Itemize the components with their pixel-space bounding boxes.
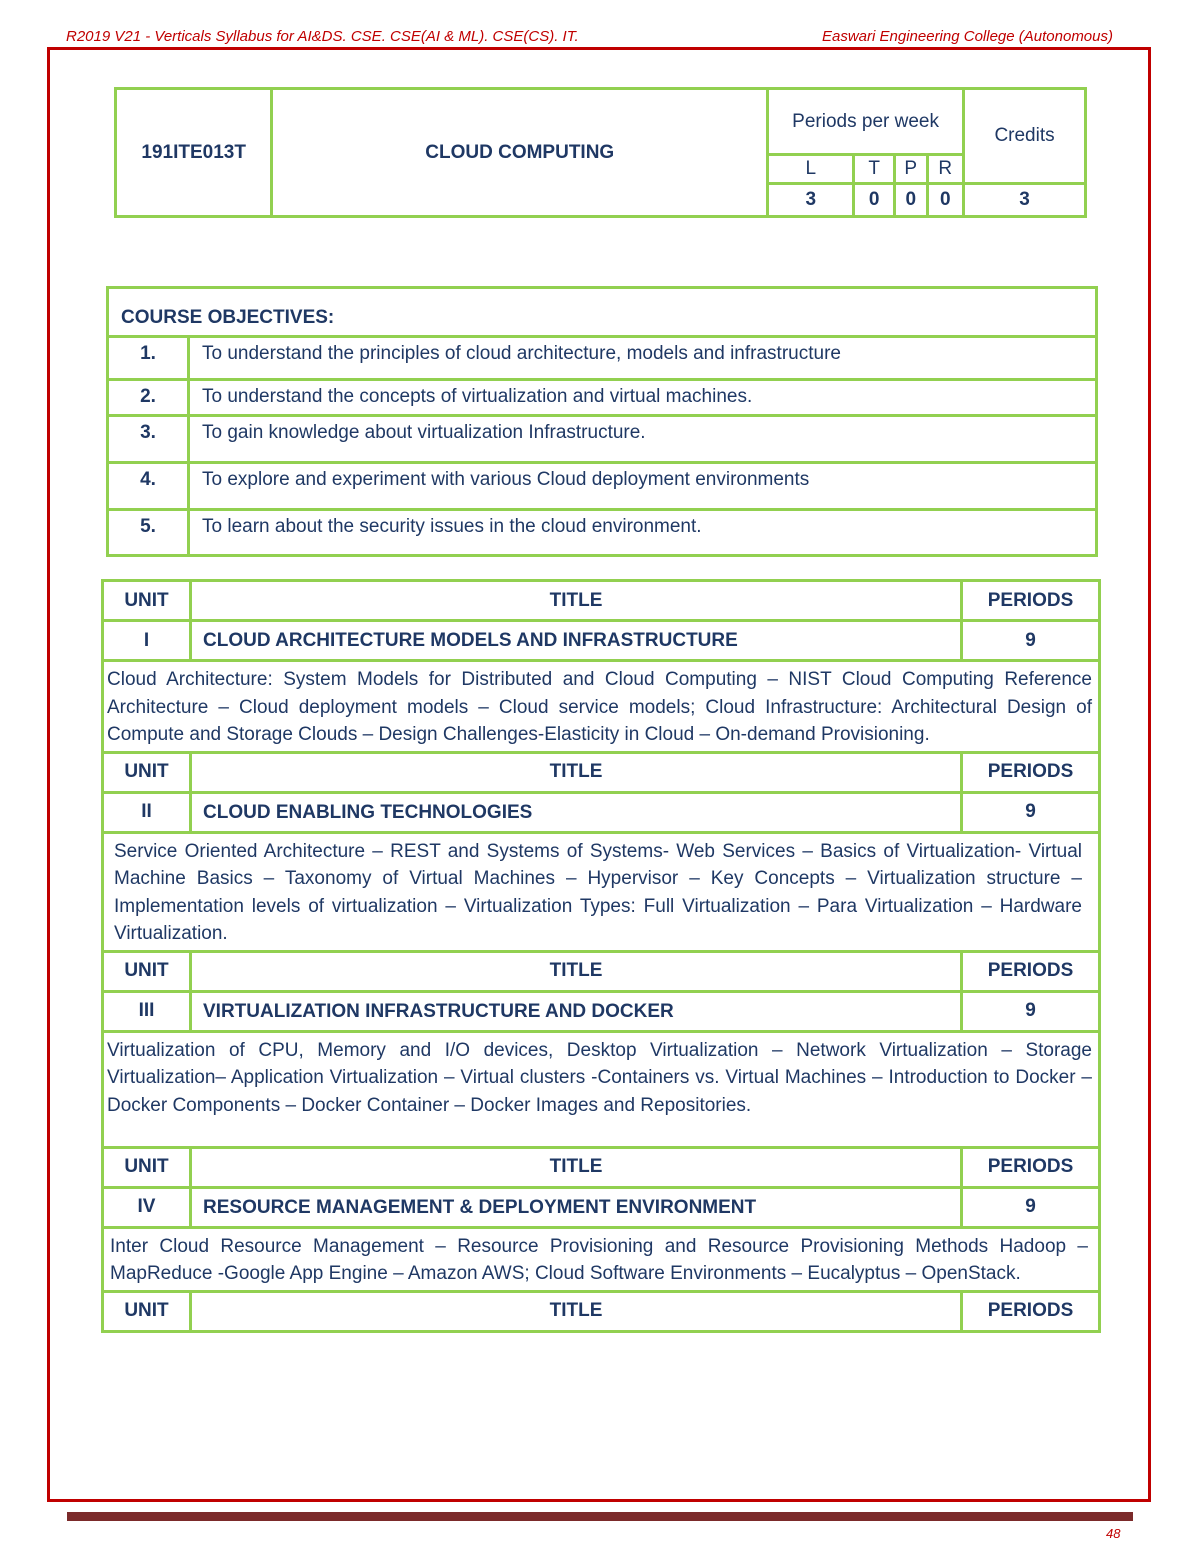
header-left: R2019 V21 - Verticals Syllabus for AI&DS. CSE. CSE(AI & ML). CSE(CS). IT. <box>66 28 579 45</box>
course-info-table <box>114 87 1087 218</box>
t-label: T <box>854 155 895 184</box>
unit-header: UNIT <box>103 1147 191 1187</box>
unit-periods: 9 <box>962 991 1100 1031</box>
course-title: CLOUD COMPUTING <box>272 89 768 217</box>
unit-title: RESOURCE MANAGEMENT & DEPLOYMENT ENVIRONMENT <box>191 1187 962 1227</box>
objective-number: 2. <box>108 380 189 416</box>
unit-periods: 9 <box>962 792 1100 832</box>
title-header: TITLE <box>191 951 962 991</box>
objective-text: To understand the concepts of virtualization and virtual machines. <box>189 380 1097 416</box>
objective-text: To gain knowledge about virtualization Infrastructure. <box>189 416 1097 463</box>
unit-description: Virtualization of CPU, Memory and I/O devices, Desktop Virtualization – Network Virtualization – Storage Virtualization– Application Virtualization – Virtual clusters -Containers vs. Virtual Machines – Introduction to Docker – Docker Components – Docker Container – Docker Images and Repositories. <box>103 1031 1100 1147</box>
p-value: 0 <box>895 184 928 217</box>
credits-label: Credits <box>964 89 1086 184</box>
unit-header: UNIT <box>103 1291 191 1331</box>
l-label: L <box>768 155 854 184</box>
unit-header: UNIT <box>103 752 191 792</box>
objective-number: 3. <box>108 416 189 463</box>
course-code: 191ITE013T <box>116 89 272 217</box>
unit-periods: 9 <box>962 1187 1100 1227</box>
objective-number: 1. <box>108 337 189 380</box>
objectives-heading: COURSE OBJECTIVES: <box>108 288 1097 337</box>
course-objectives-table <box>106 286 1098 557</box>
title-header: TITLE <box>191 1291 962 1331</box>
unit-description: Inter Cloud Resource Management – Resource Provisioning and Resource Provisioning Methods Hadoop – MapReduce -Google App Engine – Amazon AWS; Cloud Software Environments – Eucalyptus – OpenStack. <box>103 1227 1100 1291</box>
periods-header: PERIODS <box>962 951 1100 991</box>
unit-number: IV <box>103 1187 191 1227</box>
r-label: R <box>927 155 964 184</box>
periods-header: PERIODS <box>962 752 1100 792</box>
unit-title: VIRTUALIZATION INFRASTRUCTURE AND DOCKER <box>191 991 962 1031</box>
unit-number: III <box>103 991 191 1031</box>
objective-row <box>108 463 1097 510</box>
periods-header: PERIODS <box>962 581 1100 621</box>
periods-per-week-label: Periods per week <box>768 89 964 155</box>
title-header: TITLE <box>191 1147 962 1187</box>
unit-header: UNIT <box>103 581 191 621</box>
header-right: Easwari Engineering College (Autonomous) <box>822 28 1113 45</box>
r-value: 0 <box>927 184 964 217</box>
unit-title: CLOUD ARCHITECTURE MODELS AND INFRASTRUCTURE <box>191 621 962 661</box>
objective-text: To understand the principles of cloud architecture, models and infrastructure <box>189 337 1097 380</box>
objective-row <box>108 337 1097 380</box>
footer-bar <box>67 1512 1133 1521</box>
title-header: TITLE <box>191 752 962 792</box>
periods-header: PERIODS <box>962 1147 1100 1187</box>
page-number: 48 <box>1106 1526 1121 1541</box>
title-header: TITLE <box>191 581 962 621</box>
objective-row <box>108 380 1097 416</box>
t-value: 0 <box>854 184 895 217</box>
objective-row <box>108 510 1097 556</box>
objective-text: To explore and experiment with various Cloud deployment environments <box>189 463 1097 510</box>
l-value: 3 <box>768 184 854 217</box>
unit-description: Cloud Architecture: System Models for Distributed and Cloud Computing – NIST Cloud Computing Reference Architecture – Cloud deployment models – Cloud service models; Cloud Infrastructure: Architectural Design of Compute and Storage Clouds – Design Challenges-Elasticity in Cloud – On-demand Provisioning. <box>103 661 1100 753</box>
unit-number: II <box>103 792 191 832</box>
periods-header: PERIODS <box>962 1291 1100 1331</box>
credits-value: 3 <box>964 184 1086 217</box>
units-table <box>101 579 1101 1333</box>
objective-number: 4. <box>108 463 189 510</box>
unit-periods: 9 <box>962 621 1100 661</box>
p-label: P <box>895 155 928 184</box>
objective-row <box>108 416 1097 463</box>
objective-text: To learn about the security issues in the cloud environment. <box>189 510 1097 556</box>
unit-header: UNIT <box>103 951 191 991</box>
unit-description: Service Oriented Architecture – REST and Systems of Systems- Web Services – Basics of Virtualization- Virtual Machine Basics – Taxonomy of Virtual Machines – Hypervisor – Key Concepts – Virtualization structure – Implementation levels of virtualization – Virtualization Types: Full Virtualization – Para Virtualization – Hardware Virtualization. <box>103 832 1100 951</box>
unit-number: I <box>103 621 191 661</box>
objective-number: 5. <box>108 510 189 556</box>
unit-title: CLOUD ENABLING TECHNOLOGIES <box>191 792 962 832</box>
